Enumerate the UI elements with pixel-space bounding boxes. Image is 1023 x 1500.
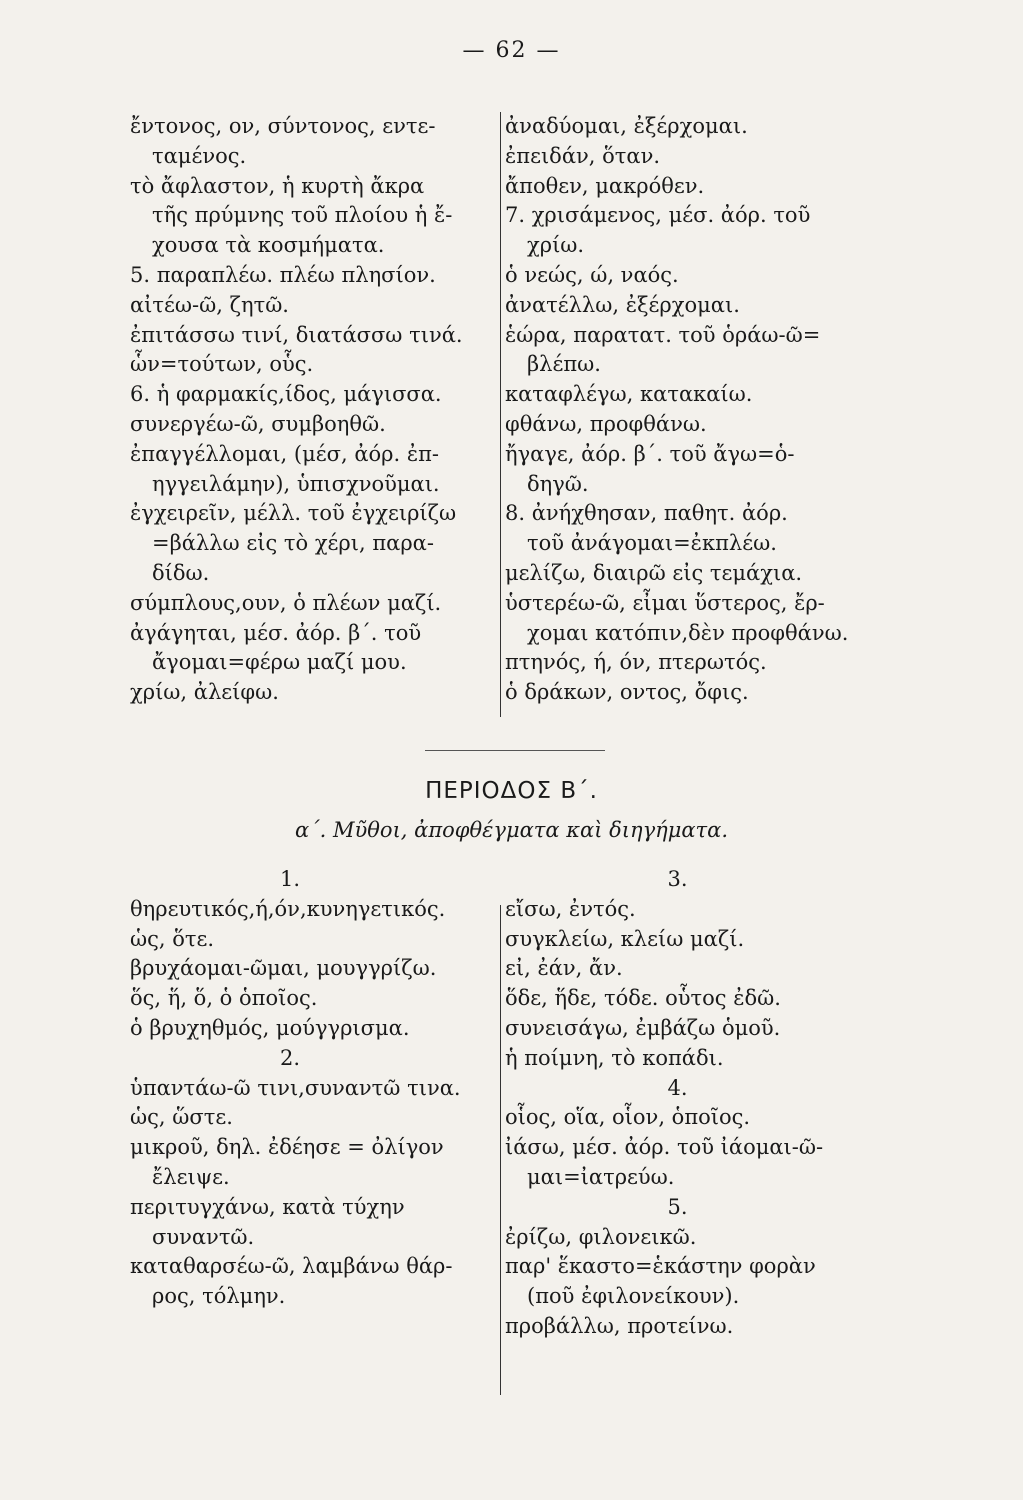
glossary-entry: χρίω, ἀλείφω.: [130, 680, 279, 705]
glossary-entry: προβάλλω, προτείνω.: [505, 1313, 734, 1338]
glossary-entry: ὡς, ὥστε.: [130, 1105, 233, 1130]
glossary-entry: οἷος, οἵα, οἷον, ὁποῖος.: [505, 1105, 751, 1130]
glossary-entry: παρ' ἕκαστο=ἑκάστην φορὰν: [505, 1254, 816, 1279]
paragraph-number: 1.: [279, 867, 301, 891]
glossary-entry: 7. χρισάμενος, μέσ. ἀόρ. τοῦ: [505, 203, 811, 228]
glossary-entry: καταθαρσέω-ῶ, λαμβάνω θάρ-: [130, 1254, 453, 1279]
paragraph-number: 2.: [279, 1045, 301, 1070]
glossary-entry: συγκλείω, κλείω μαζί.: [505, 926, 745, 951]
glossary-entry: αἰτέω-ῶ, ζητῶ.: [130, 292, 289, 317]
glossary-entry: ἔλειψε.: [152, 1164, 230, 1189]
glossary-entry: τῆς πρύμνης τοῦ πλοίου ἡ ἔ-: [152, 203, 453, 228]
glossary-entry: (ποῦ ἐφιλονείκουν).: [527, 1284, 740, 1309]
glossary-entry: θηρευτικός,ή,όν,κυνηγετικός.: [130, 896, 446, 921]
glossary-entry: ἀνατέλλω, ἐξέρχομαι.: [505, 292, 740, 317]
column-divider: [500, 905, 501, 1395]
glossary-entry: χομαι κατόπιν,δὲν προφθάνω.: [527, 620, 849, 645]
bottom-left-column: [130, 865, 490, 1312]
glossary-entry: ὁ νεώς, ώ, ναός.: [505, 262, 679, 287]
glossary-entry: ὁ βρυχηθμός, μούγγρισμα.: [130, 1015, 410, 1040]
glossary-entry: τὸ ἄφλαστον, ἡ κυρτὴ ἄκρα: [130, 173, 425, 198]
page-number: — 62 —: [462, 38, 561, 63]
glossary-entry: βλέπω.: [527, 352, 601, 377]
glossary-entry: σύμπλους,ουν, ὁ πλέων μαζί.: [130, 590, 442, 615]
glossary-entry: ὧν=τούτων, οὗς.: [130, 352, 314, 377]
glossary-entry: χουσα τὰ κοσμήματα.: [152, 233, 385, 258]
glossary-entry: ὅδε, ἥδε, τόδε. οὗτος ἐδῶ.: [505, 986, 781, 1011]
paragraph-number: 3.: [667, 867, 688, 891]
glossary-entry: ἐπειδάν, ὅταν.: [505, 143, 661, 168]
top-left-column: [130, 112, 490, 708]
glossary-entry: 5. παραπλέω. πλέω πλησίον.: [130, 262, 436, 287]
glossary-entry: ἀναδύομαι, ἐξέρχομαι.: [505, 114, 748, 138]
glossary-entry: ἐρίζω, φιλονεικῶ.: [505, 1224, 697, 1249]
glossary-entry: συναντῶ.: [152, 1224, 255, 1249]
top-right-column: [505, 112, 890, 708]
glossary-entry: ἤγαγε, ἀόρ. β΄. τοῦ ἄγω=ὁ-: [505, 441, 795, 466]
glossary-entry: ηγγειλάμην), ὑπισχνοῦμαι.: [152, 471, 440, 496]
glossary-entry: ὅς, ἥ, ὅ, ὁ ὁποῖος.: [130, 986, 318, 1011]
glossary-entry: ὑστερέω-ῶ, εἶμαι ὕστερος, ἔρ-: [505, 590, 825, 615]
section-divider: [425, 750, 605, 751]
section-subheading: α΄. Μῦθοι, ἀποφθέγματα καὶ διηγήματα.: [294, 818, 729, 842]
glossary-entry: ἄγομαι=φέρω μαζί μου.: [152, 650, 407, 675]
glossary-entry: χρίω.: [527, 233, 585, 258]
glossary-entry: εἰ, ἐάν, ἄν.: [505, 956, 623, 981]
glossary-entry: ὁ δράκων, οντος, ὄφις.: [505, 680, 749, 705]
glossary-entry: πτηνός, ή, όν, πτερωτός.: [505, 650, 767, 675]
column-divider: [500, 112, 501, 717]
glossary-entry: ἀγάγηται, μέσ. ἀόρ. β΄. τοῦ: [130, 620, 422, 645]
glossary-entry: εἴσω, ἐντός.: [505, 896, 636, 921]
glossary-entry: συνεργέω-ῶ, συμβοηθῶ.: [130, 411, 386, 436]
glossary-entry: ὡς, ὅτε.: [130, 926, 215, 951]
glossary-entry: συνεισάγω, ἐμβάζω ὁμοῦ.: [505, 1015, 781, 1040]
glossary-entry: μελίζω, διαιρῶ εἰς τεμάχια.: [505, 560, 803, 585]
bottom-glossary: [130, 865, 890, 1385]
glossary-entry: ταμένος.: [152, 143, 247, 168]
section-heading: ΠΕΡΙΟΔΟΣ Β΄.: [425, 778, 598, 804]
glossary-entry: 6. ἡ φαρμακίς,ίδος, μάγισσα.: [130, 382, 442, 407]
glossary-entry: τοῦ ἀνάγομαι=ἐκπλέω.: [527, 531, 777, 556]
glossary-entry: ἑώρα, παρατατ. τοῦ ὁράω-ῶ=: [505, 322, 821, 347]
glossary-entry: ἐπαγγέλλομαι, (μέσ, ἀόρ. ἐπ-: [130, 441, 440, 466]
glossary-entry: =βάλλω εἰς τὸ χέρι, παρα-: [152, 531, 434, 556]
glossary-entry: δίδω.: [152, 560, 210, 585]
paragraph-number: 4.: [667, 1075, 688, 1100]
glossary-entry: ἄποθεν, μακρόθεν.: [505, 173, 705, 198]
glossary-entry: ἰάσω, μέσ. ἀόρ. τοῦ ἰάομαι-ῶ-: [505, 1135, 824, 1160]
glossary-entry: βρυχάομαι-ῶμαι, μουγγρίζω.: [130, 956, 437, 981]
glossary-entry: 8. ἀνήχθησαν, παθητ. ἀόρ.: [505, 501, 788, 526]
glossary-entry: περιτυγχάνω, κατὰ τύχην: [130, 1194, 405, 1219]
glossary-entry: ἔντονος, ον, σύντονος, εντε-: [130, 114, 436, 138]
paragraph-number: 5.: [667, 1194, 688, 1219]
glossary-entry: ἐγχειρεῖν, μέλλ. τοῦ ἐγχειρίζω: [130, 501, 457, 526]
glossary-entry: καταφλέγω, κατακαίω.: [505, 382, 753, 407]
glossary-entry: ρος, τόλμην.: [152, 1284, 286, 1309]
glossary-entry: δηγῶ.: [527, 471, 589, 496]
top-glossary: [130, 112, 890, 752]
glossary-entry: μαι=ἰατρεύω.: [527, 1164, 675, 1189]
glossary-entry: ὑπαντάω-ῶ τινι,συναντῶ τινα.: [130, 1075, 461, 1100]
glossary-entry: ἡ ποίμνη, τὸ κοπάδι.: [505, 1045, 724, 1070]
glossary-entry: φθάνω, προφθάνω.: [505, 411, 707, 436]
bottom-right-column: [505, 865, 890, 1342]
glossary-entry: ἐπιτάσσω τινί, διατάσσω τινά.: [130, 322, 463, 347]
glossary-entry: μικροῦ, δηλ. ἐδέησε = ὀλίγον: [130, 1135, 444, 1160]
